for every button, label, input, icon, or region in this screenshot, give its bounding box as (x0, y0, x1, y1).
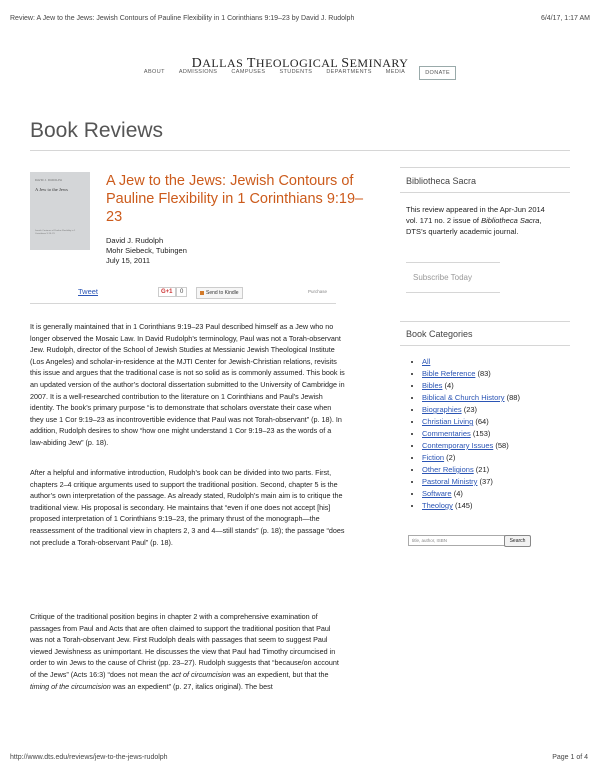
print-page-title: Review: A Jew to the Jews: Jewish Contours of Pauline Flexibility in 1 Corinthians 9:19–23 by David J. Rudolph (10, 15, 355, 22)
sidebar-divider-2 (400, 192, 570, 193)
subscribe-divider-bottom (406, 292, 500, 293)
category-link-history[interactable]: Biblical & Church History (422, 393, 505, 402)
cover-author: DAVID J. RUDOLPH (35, 179, 63, 182)
site-logo[interactable]: DALLAS THEOLOGICAL SEMINARY (191, 56, 409, 71)
category-list (406, 356, 520, 512)
category-item: • Contemporary Issues (58) (422, 440, 520, 452)
category-link-software[interactable]: Software (422, 489, 452, 498)
share-divider (30, 303, 336, 304)
category-item: • Pastoral Ministry (37) (422, 476, 520, 488)
book-meta (106, 236, 187, 266)
tweet-link[interactable]: Tweet (78, 287, 99, 296)
category-link-bible-reference[interactable]: Bible Reference (422, 369, 476, 378)
print-footer (10, 754, 588, 761)
category-item: • Biblical & Church History (88) (422, 392, 520, 404)
search-input[interactable]: title, author, ISBN (408, 535, 505, 546)
category-item: • Other Religions (21) (422, 464, 520, 476)
google-plus-button[interactable]: G+1 (158, 287, 176, 297)
print-datetime: 6/4/17, 1:17 AM (540, 15, 590, 22)
category-link-fiction[interactable]: Fiction (422, 453, 445, 462)
purchase-link[interactable]: Purchase (308, 289, 328, 294)
cover-subtitle: Jewish Contours of Pauline Flexibility in 1 Corinthians 9:19–23 (35, 230, 76, 235)
category-item: • Biographies (23) (422, 404, 520, 416)
category-link-other-religions[interactable]: Other Religions (422, 465, 474, 474)
send-to-kindle-button[interactable]: Send to Kindle (196, 287, 243, 299)
category-item (422, 356, 520, 368)
categories-title: Book Categories (406, 329, 473, 339)
category-item: • Theology (145) (422, 500, 520, 512)
nav-campuses[interactable]: CAMPUSES (231, 69, 266, 75)
subscribe-link[interactable]: Subscribe Today (413, 273, 472, 282)
donate-button[interactable]: DONATE (419, 66, 456, 80)
category-link-commentaries[interactable]: Commentaries (422, 429, 471, 438)
category-link-pastoral-ministry[interactable]: Pastoral Ministry (422, 477, 478, 486)
nav-departments[interactable]: DEPARTMENTS (326, 69, 372, 75)
category-link-all[interactable]: All (422, 357, 431, 366)
print-header (10, 15, 590, 22)
subscribe-divider-top (406, 262, 500, 263)
search-button[interactable]: Search (504, 535, 531, 547)
book-title: A Jew to the Jews: Jewish Contours of Pauline Flexibility in 1 Corinthians 9:19–23 (106, 173, 364, 225)
category-item: • Bible Reference (83) (422, 368, 520, 380)
print-url: http://www.dts.edu/reviews/jew-to-the-jews-rudolph (10, 754, 168, 761)
nav-media[interactable]: MEDIA (385, 69, 406, 75)
header-divider (30, 150, 570, 151)
category-item: • Commentaries (153) (422, 428, 520, 440)
review-paragraph-3: Critique of the traditional position begins in chapter 2 with a comprehensive examination of passages from Paul and Acts that are often claimed to support the traditional position that Paul was not a Torah-observant Jew. First Rudolph deals with passages that seem to suggest Paul viewed Jewishness as unimportant. He discusses the view that Paul had Timothy circumcised in order to win Jews to the cause of Christ (pp. 23–27). Rudolph suggests that “because/on account of the Jews” (Acts 16:3) “does not mean the act of circumcision was an expedient, but that the timing of the circumcision was an expedient” (p. 27, italics original). The best (30, 612, 339, 691)
review-paragraph-1: It is generally maintained that in 1 Corinthians 9:19–23 Paul described himself as a Jew who no longer observed the Mosaic Law. In David Rudolph’s terminology, Paul was not a Torah-observant Jew. Rudolph, director of the School of Jewish Studies at Messianic Jewish Theological Institute (Los Angeles) and scholar-in-residence at the MJTI Center for Jewish-Christian relations, revisits this issue and argues that the traditional case is not so solid as is commonly assumed. This book is an updated version of the author’s doctoral dissertation submitted to the University of Cambridge in 2007. It is a well-researched contribution to the literature on 1 Corinthians and Paul’s Jewish identity. The book’s primary purpose “is to demonstrate that scholars overstate their case when they use 1 Cor 9:19–23 as incontrovertible evidence that Paul was not Torah-observant” (p. 18). In addition, Rudolph desires to show “how one might understand 1 Cor 9:19–23 as the words of a law-abiding Jew” (p. 18). (30, 322, 345, 447)
page-title: Book Reviews (30, 119, 164, 142)
book-author: David J. Rudolph (106, 236, 164, 245)
sidebar-divider-4 (400, 345, 570, 346)
book-publisher: Mohr Siebeck, Tubingen (106, 246, 187, 255)
sidebar-divider-3 (400, 321, 570, 322)
category-item: • Bibles (4) (422, 380, 520, 392)
bsac-title: Bibliotheca Sacra (406, 176, 477, 186)
category-link-christian-living[interactable]: Christian Living (422, 417, 474, 426)
review-paragraph-2: After a helpful and informative introduction, Rudolph’s book can be divided into two parts. First, chapters 2–4 critique arguments used to support the traditional position. Second, chapter 5 is the author’s own interpretation of the passage. As already stated, Rudolph’s main aim is to critique the traditional view. His proposal is secondary. He maintains that “even if one does not accept [his] proposed interpretation of 1 Corinthians 9:19–23, the primary thrust of the monograph—the reassessment of the traditional view in chapters 2, 3 and 4—still stands” (p. 18); the passage “does not preclude a Torah-observant Paul” (p. 18). (30, 468, 345, 547)
print-page-number: Page 1 of 4 (552, 754, 588, 761)
google-plus-count: 0 (176, 287, 187, 297)
main-nav (0, 66, 600, 80)
kindle-icon (200, 291, 204, 295)
category-link-biographies[interactable]: Biographies (422, 405, 462, 414)
nav-admissions[interactable]: ADMISSIONS (178, 69, 218, 75)
category-item: • Christian Living (64) (422, 416, 520, 428)
share-bar (30, 286, 336, 300)
category-item: • Software (4) (422, 488, 520, 500)
book-date: July 15, 2011 (106, 256, 151, 265)
nav-about[interactable]: ABOUT (143, 69, 165, 75)
category-link-bibles[interactable]: Bibles (422, 381, 443, 390)
sidebar-divider-top (400, 167, 570, 168)
category-link-contemporary-issues[interactable]: Contemporary Issues (422, 441, 494, 450)
book-cover-image (30, 172, 90, 250)
bsac-text: This review appeared in the Apr-Jun 2014 vol. 171 no. 2 issue of Bibliotheca Sacra, DTS’s quarterly academic journal. (406, 205, 545, 236)
category-item: • Fiction (2) (422, 452, 520, 464)
category-link-theology[interactable]: Theology (422, 501, 453, 510)
cover-title: A Jew to the Jews (35, 187, 68, 192)
nav-students[interactable]: STUDENTS (279, 69, 313, 75)
